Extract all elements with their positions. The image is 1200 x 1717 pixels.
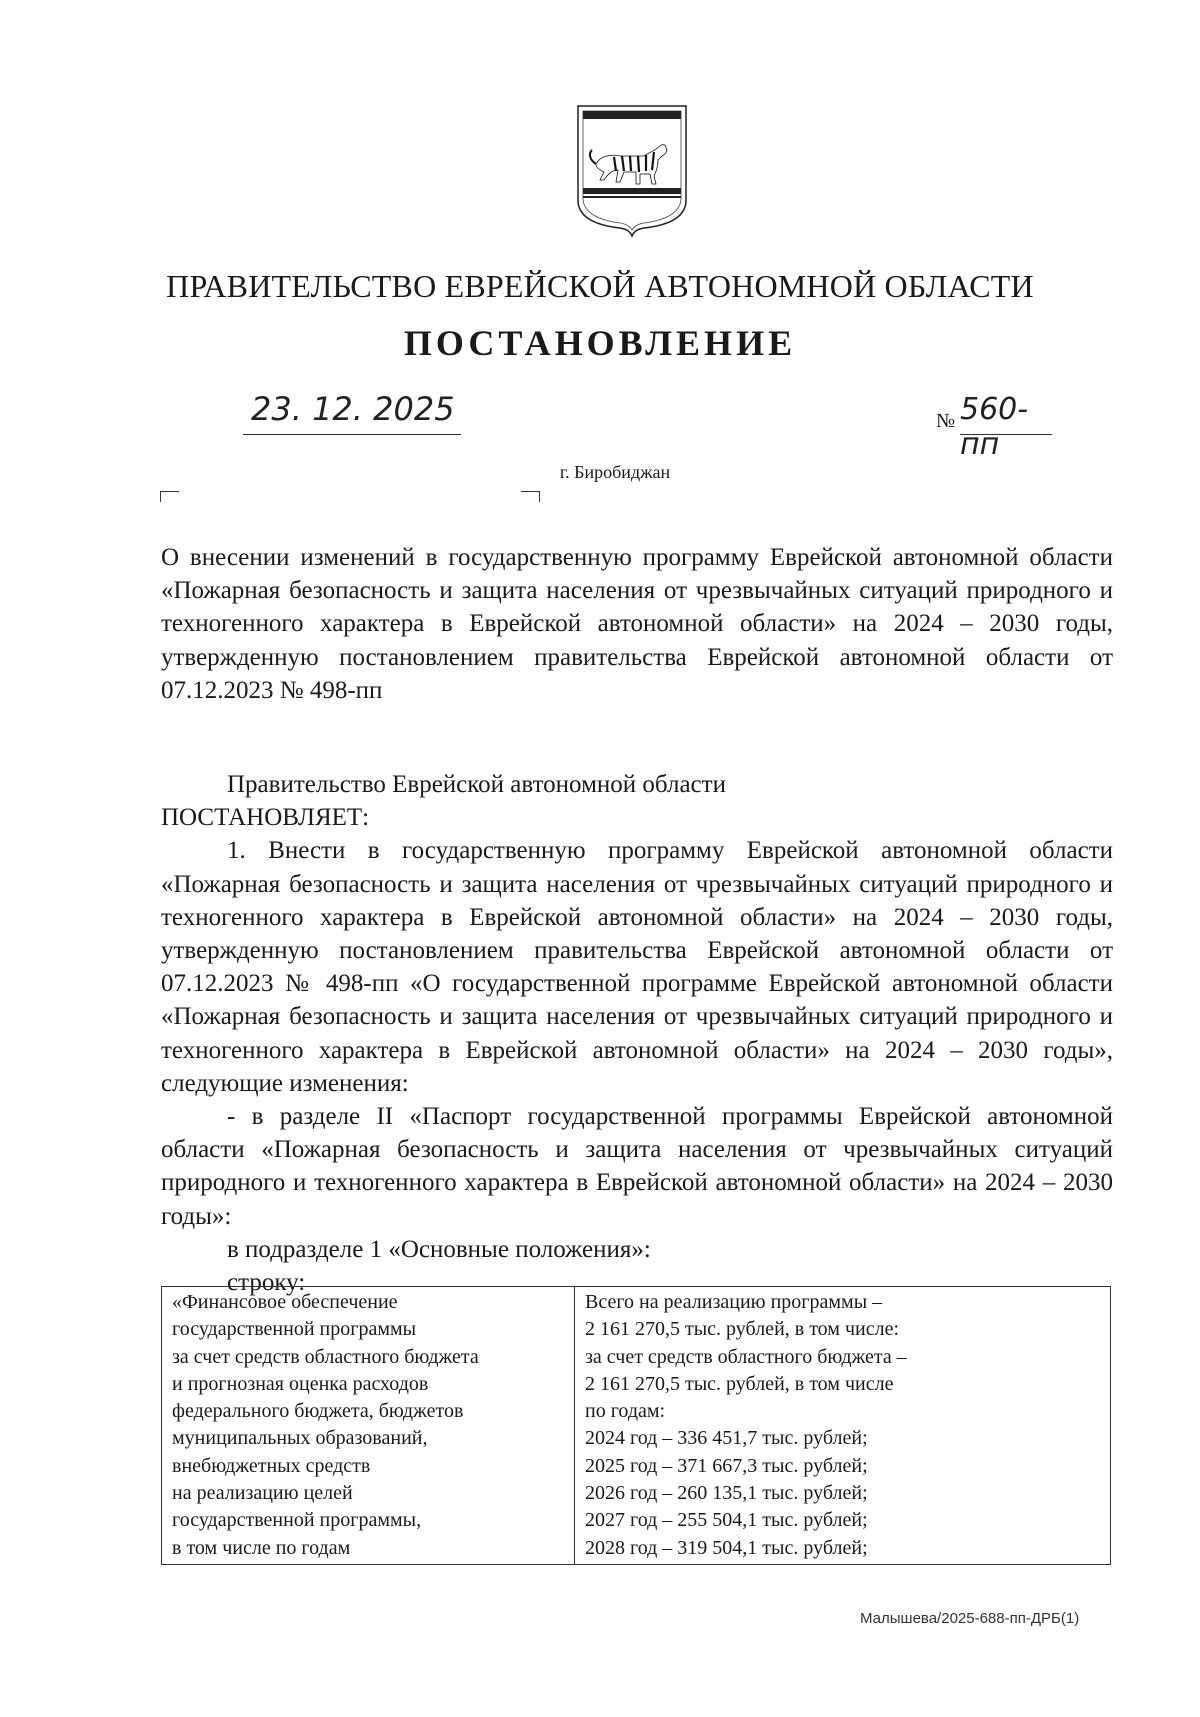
handwritten-date: 23. 12. 2025 [251, 390, 455, 428]
item-1: 1. Внести в государственную программу Еврейской автономной области «Пожарная безопасность и защита населения от чрезвычайных ситуаций природного и техногенного характера в Еврейской автономной области» на 2024 – 2030 годы, утвержденную постановлением правительства Еврейской автономной области от 07.12.2023 № 498-пп «О государственной программе Еврейской автономной области «Пожарная безопасность и защита населения от чрезвычайных ситуаций природного и техногенного характера в Еврейской автономной области» на 2024 – 2030 годы», следующие изменения: [161, 837, 1113, 1097]
resolves-keyword: ПОСТАНОВЛЯЕТ: [161, 804, 370, 832]
table-line: государственной программы [172, 1318, 417, 1341]
table-line: за счет средств областного бюджета – [585, 1345, 907, 1368]
table-line: 2028 год – 319 504,1 тыс. рублей; [585, 1536, 868, 1559]
table-line: 2026 год – 260 135,1 тыс. рублей; [585, 1482, 868, 1505]
table-line: Всего на реализацию программы – [585, 1291, 883, 1313]
table-line: внебюджетных средств [172, 1454, 371, 1477]
table-line: федерального бюджета, бюджетов [172, 1400, 464, 1423]
table-line: 2025 год – 371 667,3 тыс. рублей; [585, 1454, 868, 1477]
table-line: 2027 год – 255 504,1 тыс. рублей; [585, 1509, 868, 1532]
document-body [161, 768, 1113, 1299]
document-code-footer: Малышева/2025-688-пп-ДРБ(1) [860, 1610, 1080, 1627]
coat-of-arms-icon [574, 104, 690, 238]
table-line: 2 161 270,5 тыс. рублей, в том числе [585, 1372, 894, 1395]
table-line: за счет средств областного бюджета [172, 1345, 479, 1368]
number-sign: № [936, 410, 956, 432]
table-line: 2024 год – 336 451,7 тыс. рублей; [585, 1427, 868, 1450]
table-line: 2 161 270,5 тыс. рублей, в том числе: [585, 1318, 900, 1341]
table-line: «Финансовое обеспечение [172, 1291, 398, 1313]
row-label: строку: [227, 1269, 306, 1297]
table-line: муниципальных образований, [172, 1427, 428, 1450]
number-underline [960, 434, 1052, 435]
table-cell-left [162, 1287, 575, 1565]
document-type-title: ПОСТАНОВЛЕНИЕ [403, 323, 797, 363]
preamble: Правительство Еврейской автономной области [227, 771, 726, 798]
table-line: в том числе по годам [172, 1536, 351, 1559]
subsection-label: в подразделе 1 «Основные положения»: [227, 1235, 651, 1263]
table-cell-right [575, 1287, 1111, 1565]
section-change: - в разделе II «Паспорт государственной программы Еврейской автономной области «Пожарная безопасность и защита населения от чрезвычайных ситуаций природного и техногенного характера в Еврейской автономной области» на 2024 – 2030 годы»: [161, 1103, 1113, 1230]
financing-table [161, 1286, 1111, 1565]
organization-name: ПРАВИТЕЛЬСТВО ЕВРЕЙСКОЙ АВТОНОМНОЙ ОБЛАСТИ [166, 268, 1034, 304]
handwritten-number: 560-пп [960, 392, 1029, 462]
document-subject: О внесении изменений в государственную программу Еврейской автономной области «Пожарная безопасность и защита населения от чрезвычайных ситуаций природного и техногенного характера в Еврейской автономной области» на 2024 – 2030 годы, утвержденную постановлением правительства Еврейской автономной области от 07.12.2023 № 498-пп [161, 544, 1113, 704]
subject-corner-left [160, 491, 179, 502]
table-line: и прогнозная оценка расходов [172, 1372, 429, 1395]
table-line: государственной программы, [172, 1509, 422, 1532]
table-line: на реализацию целей [172, 1482, 353, 1505]
table-line: по годам: [585, 1400, 666, 1423]
date-underline [243, 434, 461, 435]
table-row [162, 1287, 1111, 1565]
city-name: г. Биробиджан [559, 462, 671, 482]
subject-corner-right [521, 491, 540, 502]
